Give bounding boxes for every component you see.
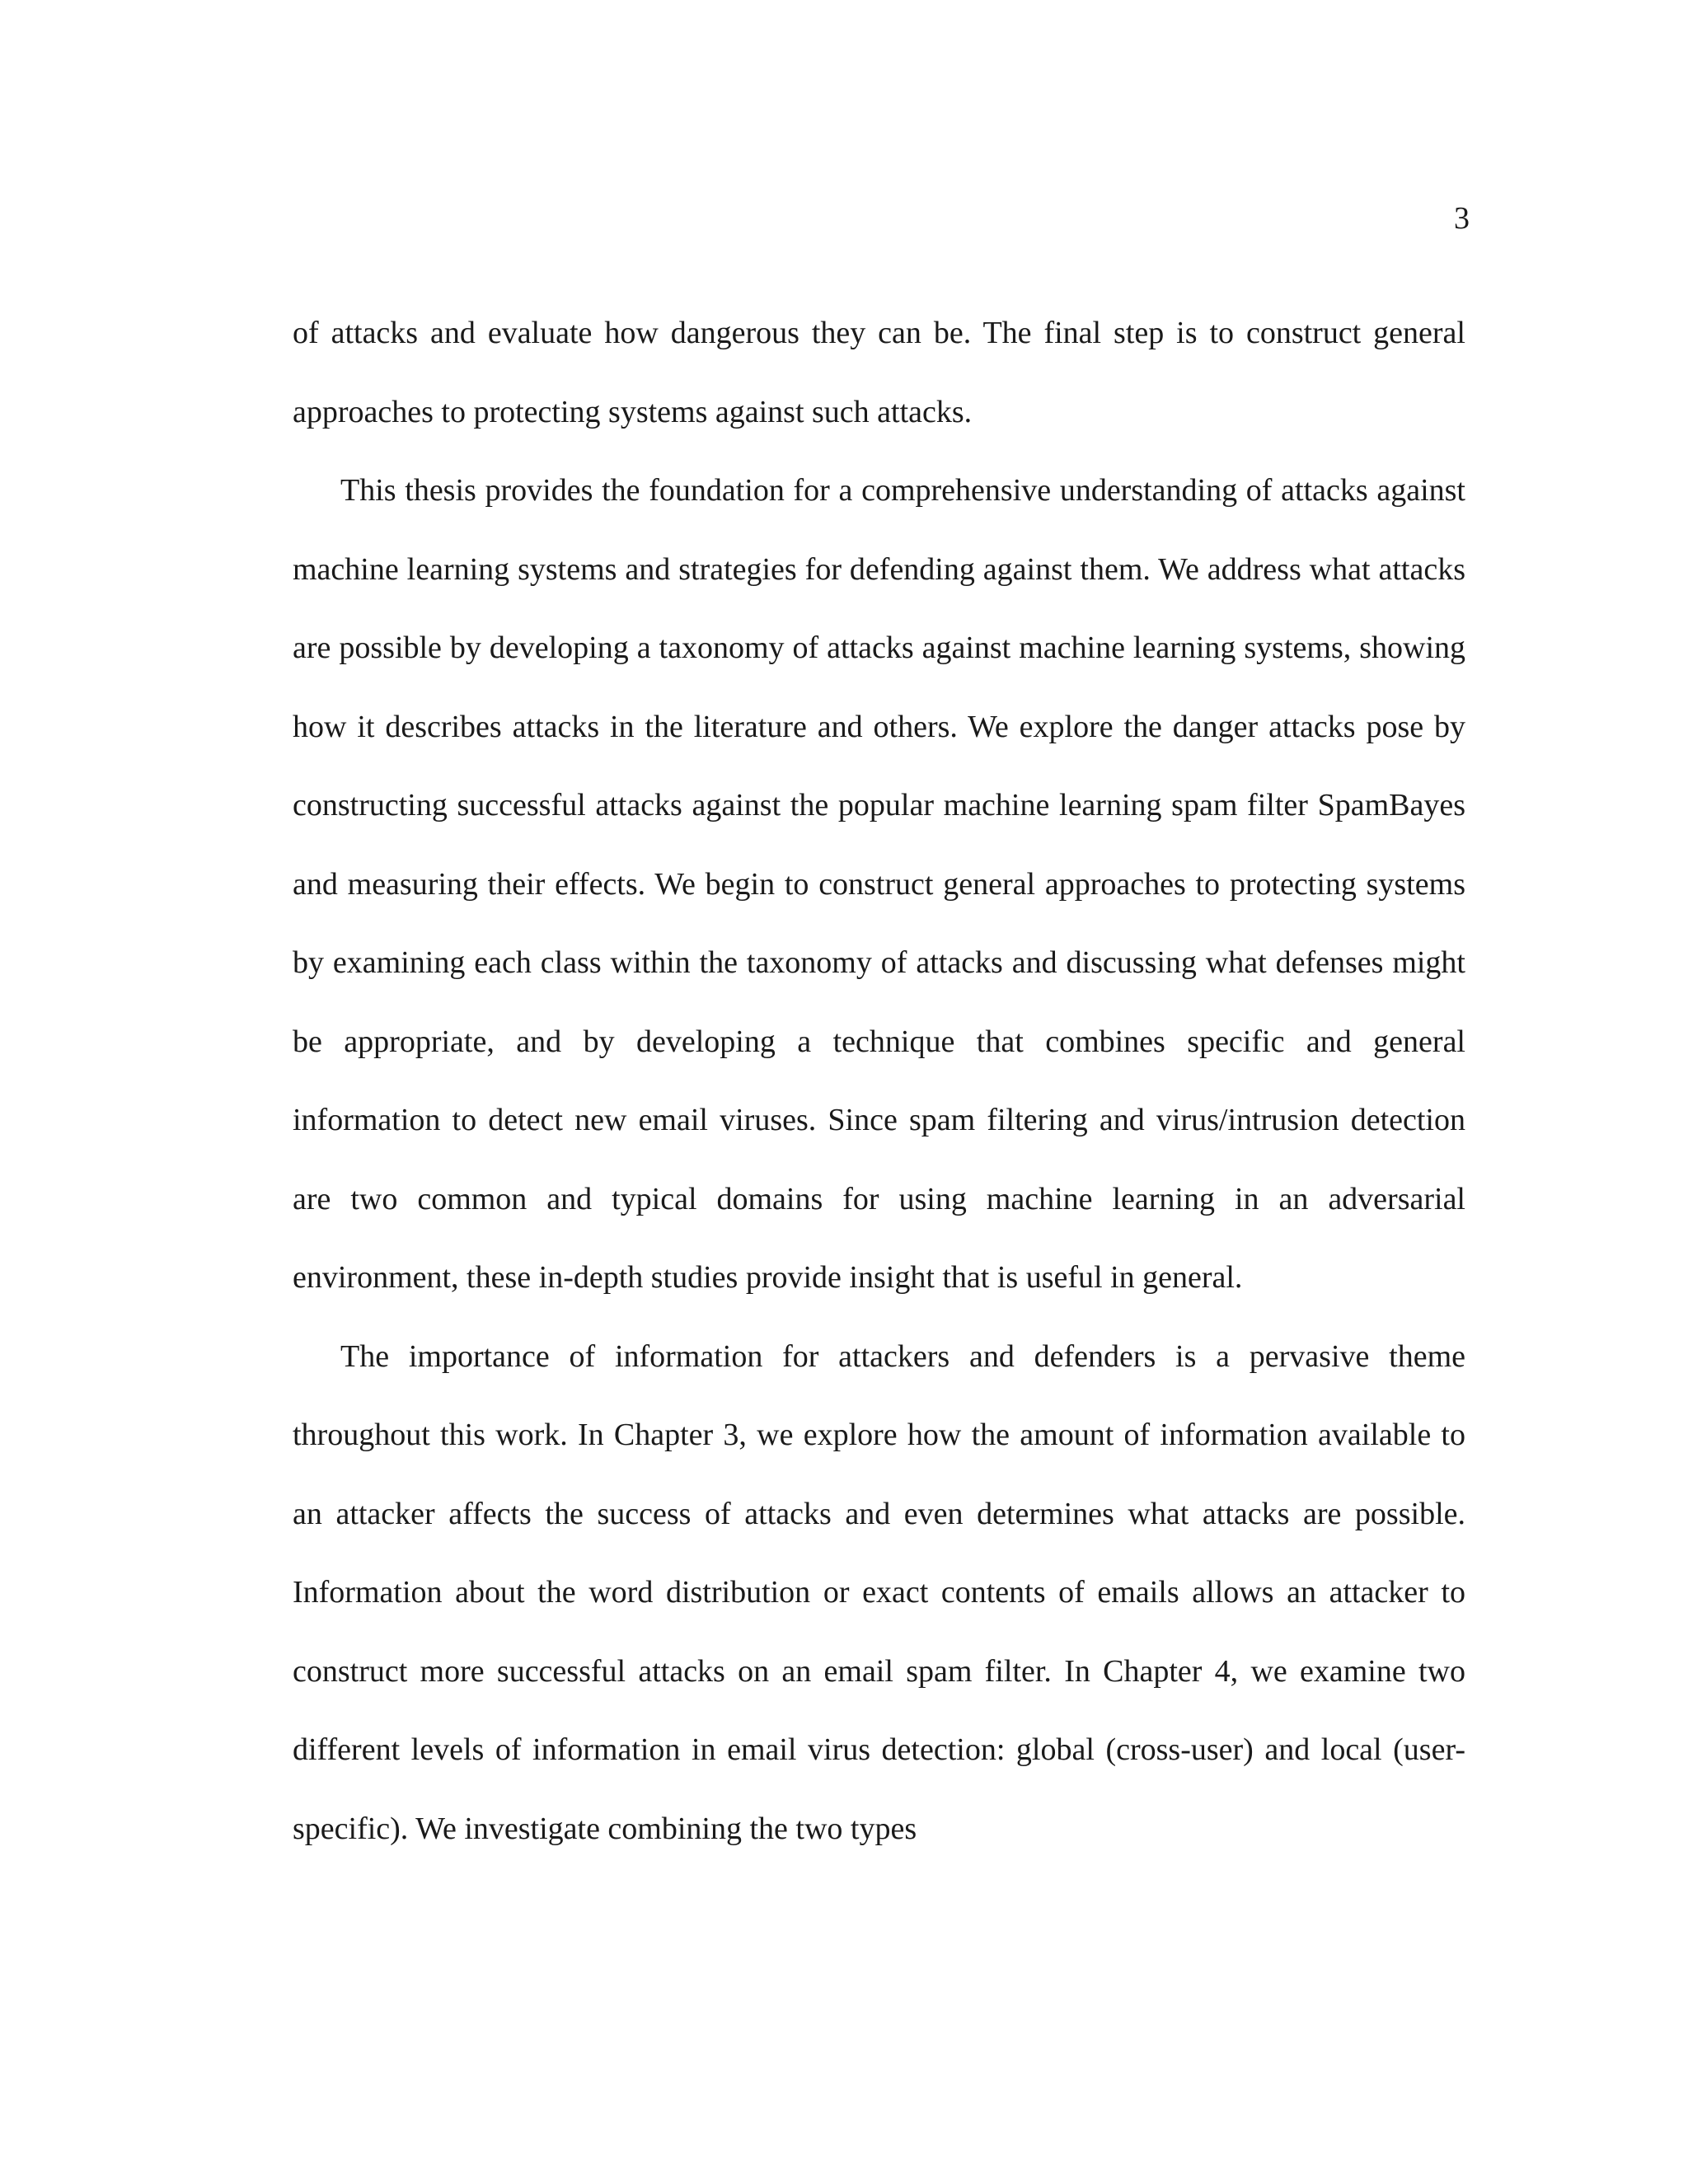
page-number: 3 <box>1454 201 1470 236</box>
body-text <box>293 294 1465 1868</box>
paragraph-continuation: of attacks and evaluate how dangerous they can be. The final step is to construct general approaches to protecting systems against such attacks. <box>293 316 1465 429</box>
paragraph-thesis-overview: This thesis provides the foundation for a comprehensive understanding of attacks against machine learning systems and strategies for defending against them. We address what attacks are possible by developing a taxonomy of attacks against machine learning systems, showing how it describes attacks in the literature and others. We explore the danger attacks pose by constructing successful attacks against the popular machine learning spam filter SpamBayes and measuring their effects. We begin to construct general approaches to protecting systems by examining each class within the taxonomy of attacks and discussing what defenses might be appropriate, and by developing a technique that combines specific and general information to detect new email viruses. Since spam filtering and virus/intrusion detection are two common and typical domains for using machine learning in an adversarial environment, these in-depth studies provide insight that is useful in general. <box>293 473 1465 1295</box>
paragraph-information-theme: The importance of information for attackers and defenders is a pervasive theme throughout this work. In Chapter 3, we explore how the amount of information available to an attacker affects the success of attacks and even determines what attacks are possible. Information about the word distribution or exact contents of emails allows an attacker to construct more successful attacks on an email spam filter. In Chapter 4, we examine two different levels of information in email virus detection: global (cross-user) and local (user-specific). We investigate combining the two types <box>293 1338 1465 1846</box>
